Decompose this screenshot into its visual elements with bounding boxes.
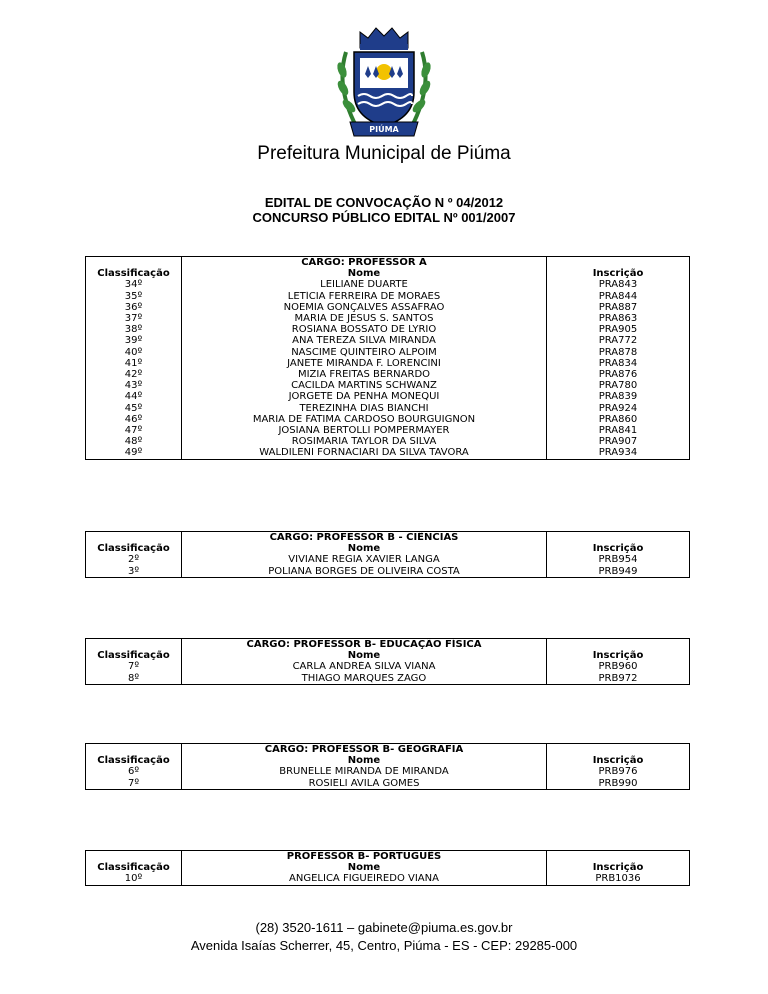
table-row [86, 358, 690, 369]
column-header-classificacao: Classificação [86, 543, 182, 554]
blank-cell [86, 532, 182, 544]
section-table-geografia [85, 743, 690, 790]
concurso-heading: CONCURSO PÚBLICO EDITAL Nº 001/2007 [252, 210, 516, 225]
column-header-inscricao: Inscrição [547, 268, 690, 279]
column-header-classificacao: Classificação [86, 650, 182, 661]
column-header-inscricao: Inscrição [547, 862, 690, 873]
blank-cell [86, 639, 182, 651]
column-header-nome: Nome [182, 543, 547, 554]
inscricao-cell: PRA876 [547, 369, 690, 380]
nome-cell: CACILDA MARTINS SCHWANZ [182, 380, 547, 391]
table-row [86, 673, 690, 685]
nome-cell: POLIANA BORGES DE OLIVEIRA COSTA [182, 566, 547, 578]
edital-number-heading: EDITAL DE CONVOCAÇÃO N º 04/2012 [264, 195, 504, 210]
cargo-title: CARGO: PROFESSOR A [182, 257, 547, 269]
table-row [86, 380, 690, 391]
table-row [86, 391, 690, 402]
table-row [86, 335, 690, 346]
classificacao-cell: 3º [86, 566, 182, 578]
classificacao-cell: 43º [86, 380, 182, 391]
inscricao-cell: PRB972 [547, 673, 690, 685]
nome-cell: JORGETE DA PENHA MONEQUI [182, 391, 547, 402]
column-header-nome: Nome [182, 755, 547, 766]
cargo-header-row [86, 744, 690, 756]
classificacao-cell: 44º [86, 391, 182, 402]
blank-cell [547, 257, 690, 269]
classificacao-cell: 10º [86, 873, 182, 885]
nome-cell: NOEMIA GONÇALVES ASSAFRÃO [182, 302, 547, 313]
cargo-header-row [86, 851, 690, 863]
nome-cell: MARIA DE JESUS S. SANTOS [182, 313, 547, 324]
table-row [86, 313, 690, 324]
inscricao-cell: PRB954 [547, 554, 690, 565]
cargo-header-row [86, 639, 690, 651]
table-row [86, 873, 690, 885]
classificacao-cell: 47º [86, 425, 182, 436]
nome-cell: WALDILENI FORNACIARI DA SILVA TAVORA [182, 447, 547, 459]
nome-cell: MIZIA FREITAS BERNARDO [182, 369, 547, 380]
nome-cell: ROSIELI AVILA GOMES [182, 778, 547, 790]
nome-cell: BRUNELLE MIRANDA DE MIRANDA [182, 766, 547, 777]
footer-contact: (28) 3520-1611 – gabinete@piuma.es.gov.br [255, 920, 513, 935]
nome-cell: ROSIANA BOSSATO DE LYRIO [182, 324, 547, 335]
inscricao-cell: PRA878 [547, 347, 690, 358]
blank-cell [547, 639, 690, 651]
table-row [86, 302, 690, 313]
inscricao-cell: PRA843 [547, 279, 690, 290]
classificacao-cell: 38º [86, 324, 182, 335]
nome-cell: LEILIANE DUARTE [182, 279, 547, 290]
nome-cell: VIVIANE REGIA XAVIER LANGA [182, 554, 547, 565]
inscricao-cell: PRA834 [547, 358, 690, 369]
blank-cell [86, 744, 182, 756]
section-table-educacao-fisica [85, 638, 690, 685]
classificacao-cell: 46º [86, 414, 182, 425]
inscricao-cell: PRB1036 [547, 873, 690, 885]
table-row [86, 447, 690, 459]
blank-cell [86, 851, 182, 863]
table-row [86, 766, 690, 777]
inscricao-cell: PRA863 [547, 313, 690, 324]
classificacao-cell: 49º [86, 447, 182, 459]
blank-cell [547, 851, 690, 863]
nome-cell: ROSIMARIA TAYLOR DA SILVA [182, 436, 547, 447]
classificacao-cell: 35º [86, 291, 182, 302]
nome-cell: THIAGO MARQUES ZAGO [182, 673, 547, 685]
column-header-inscricao: Inscrição [547, 650, 690, 661]
classificacao-cell: 48º [86, 436, 182, 447]
municipality-title: Prefeitura Municipal de Piúma [257, 143, 511, 164]
column-header-row [86, 543, 690, 554]
inscricao-cell: PRA839 [547, 391, 690, 402]
column-header-row [86, 650, 690, 661]
nome-cell: ANGELICA FIGUEIREDO VIANA [182, 873, 547, 885]
inscricao-cell: PRB976 [547, 766, 690, 777]
classificacao-cell: 37º [86, 313, 182, 324]
nome-cell: MARIA DE FÁTIMA CARDOSO BOURGUIGNON [182, 414, 547, 425]
table-row [86, 347, 690, 358]
inscricao-cell: PRA924 [547, 403, 690, 414]
table-row [86, 279, 690, 290]
column-header-nome: Nome [182, 862, 547, 873]
inscricao-cell: PRB949 [547, 566, 690, 578]
table-row [86, 425, 690, 436]
column-header-inscricao: Inscrição [547, 543, 690, 554]
column-header-classificacao: Classificação [86, 268, 182, 279]
cargo-header-row [86, 532, 690, 544]
inscricao-cell: PRA780 [547, 380, 690, 391]
classificacao-cell: 39º [86, 335, 182, 346]
inscricao-cell: PRA860 [547, 414, 690, 425]
section-table-professor-a [85, 256, 690, 460]
inscricao-cell: PRA905 [547, 324, 690, 335]
table-row [86, 436, 690, 447]
inscricao-cell: PRA887 [547, 302, 690, 313]
inscricao-cell: PRA934 [547, 447, 690, 459]
table-row [86, 369, 690, 380]
blank-cell [547, 532, 690, 544]
classificacao-cell: 7º [86, 778, 182, 790]
nome-cell: LETÍCIA FERREIRA DE MORAES [182, 291, 547, 302]
table-row [86, 403, 690, 414]
column-header-row [86, 862, 690, 873]
column-header-classificacao: Classificação [86, 755, 182, 766]
classificacao-cell: 7º [86, 661, 182, 672]
cargo-header-row [86, 257, 690, 269]
table-row [86, 414, 690, 425]
classificacao-cell: 41º [86, 358, 182, 369]
section-table-ciencias [85, 531, 690, 578]
inscricao-cell: PRA841 [547, 425, 690, 436]
cargo-title: PROFESSOR B- PORTUGUÊS [182, 851, 547, 863]
classificacao-cell: 40º [86, 347, 182, 358]
municipal-coat-of-arms-logo [332, 22, 436, 140]
section-table-portugues [85, 850, 690, 886]
table-row [86, 778, 690, 790]
logo-banner-text: PIÚMA [369, 125, 399, 134]
classificacao-cell: 42º [86, 369, 182, 380]
table-row [86, 661, 690, 672]
column-header-nome: Nome [182, 650, 547, 661]
classificacao-cell: 6º [86, 766, 182, 777]
cargo-title: CARGO: PROFESSOR B- GEOGRAFIA [182, 744, 547, 756]
nome-cell: CARLA ANDRÉA SILVA VIANA [182, 661, 547, 672]
column-header-row [86, 268, 690, 279]
cargo-title: CARGO: PROFESSOR B - CIÊNCIAS [182, 532, 547, 544]
inscricao-cell: PRA772 [547, 335, 690, 346]
nome-cell: ANA TEREZA SILVA MIRANDA [182, 335, 547, 346]
column-header-classificacao: Classificação [86, 862, 182, 873]
column-header-nome: Nome [182, 268, 547, 279]
nome-cell: NASCIME QUINTEIRO ALPOIM [182, 347, 547, 358]
classificacao-cell: 36º [86, 302, 182, 313]
table-row [86, 566, 690, 578]
inscricao-cell: PRB960 [547, 661, 690, 672]
table-row [86, 554, 690, 565]
table-row [86, 324, 690, 335]
nome-cell: JOSIANA BERTOLLI POMPERMAYER [182, 425, 547, 436]
table-row [86, 291, 690, 302]
classificacao-cell: 8º [86, 673, 182, 685]
classificacao-cell: 2º [86, 554, 182, 565]
footer-address: Avenida Isaías Scherrer, 45, Centro, Piúma - ES - CEP: 29285-000 [190, 938, 578, 953]
inscricao-cell: PRA907 [547, 436, 690, 447]
classificacao-cell: 45º [86, 403, 182, 414]
inscricao-cell: PRB990 [547, 778, 690, 790]
column-header-row [86, 755, 690, 766]
column-header-inscricao: Inscrição [547, 755, 690, 766]
blank-cell [86, 257, 182, 269]
cargo-title: CARGO: PROFESSOR B- EDUCAÇÃO FÍSICA [182, 639, 547, 651]
nome-cell: JANETE MIRANDA F. LORENCINI [182, 358, 547, 369]
classificacao-cell: 34º [86, 279, 182, 290]
nome-cell: TEREZINHA DIAS BIANCHI [182, 403, 547, 414]
inscricao-cell: PRA844 [547, 291, 690, 302]
blank-cell [547, 744, 690, 756]
